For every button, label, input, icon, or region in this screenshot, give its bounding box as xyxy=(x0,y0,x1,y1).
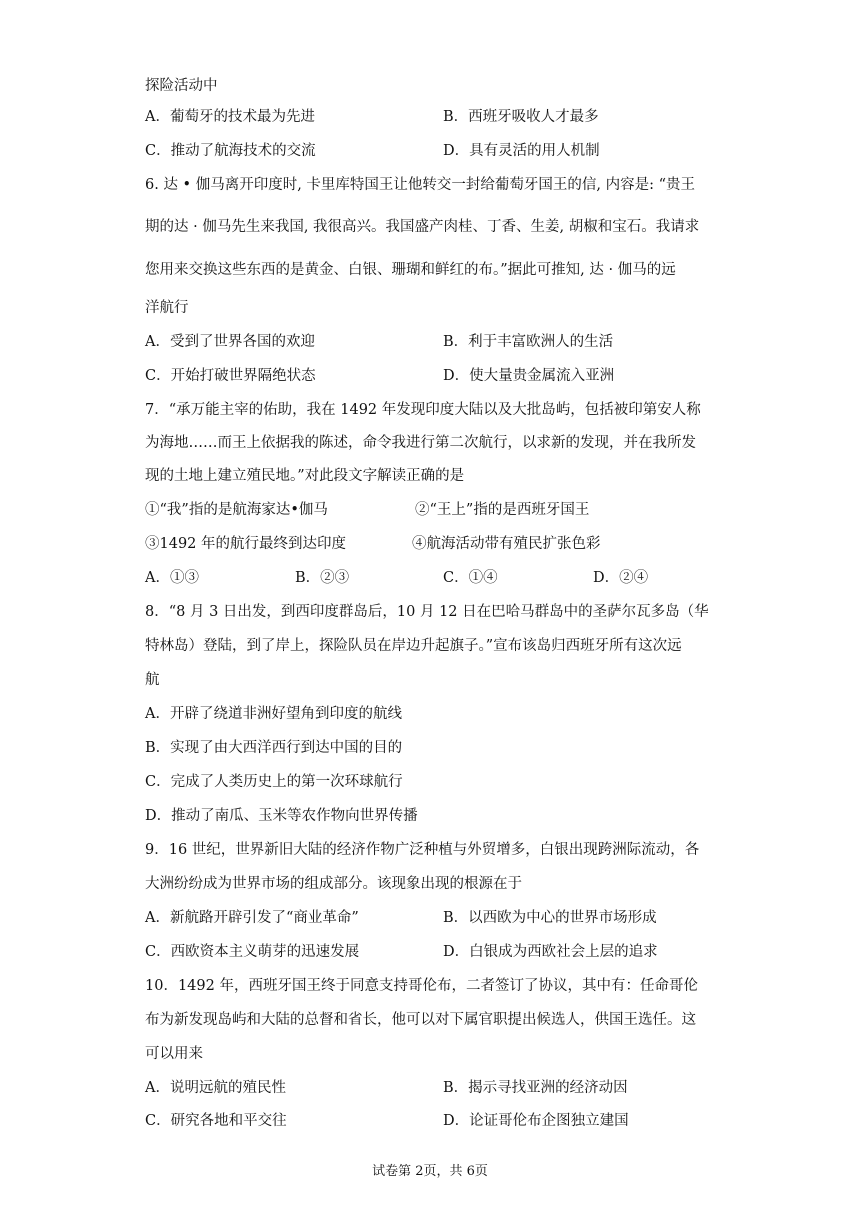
q9-stem-line-2: 大洲纷纷成为世界市场的组成部分。该现象出现的根源在于 xyxy=(145,876,522,892)
q5-option-a[interactable]: A．葡萄牙的技术最为先进 xyxy=(145,109,315,125)
q6-option-b[interactable]: B．利于丰富欧洲人的生活 xyxy=(443,334,614,350)
q7-stem-line-3: 现的土地上建立殖民地。”对此段文字解读正确的是 xyxy=(145,468,465,484)
q10-stem-line-1: 10．1492 年，西班牙国王终于同意支持哥伦布，二者签订了协议，其中有：任命哥伦 xyxy=(145,978,698,994)
q10-option-c[interactable]: C．研究各地和平交往 xyxy=(145,1113,287,1129)
q8-stem-line-2: 特林岛）登陆，到了岸上，探险队员在岸边升起旗子。”宣布该岛归西班牙所有这次远 xyxy=(145,638,682,654)
q10-option-b[interactable]: B．揭示寻找亚洲的经济动因 xyxy=(443,1080,628,1096)
q5-option-c[interactable]: C．推动了航海技术的交流 xyxy=(145,143,316,159)
q7-option-d[interactable]: D．②④ xyxy=(593,570,649,586)
q6-option-c[interactable]: C．开始打破世界隔绝状态 xyxy=(145,368,316,384)
q6-stem-line-2: 期的达 · 伽马先生来我国, 我很高兴。我国盛产肉桂、丁香、生姜, 胡椒和宝石。我请求 xyxy=(145,219,700,235)
q6-stem-line-1: 6. 达 • 伽马离开印度时, 卡里库特国王让他转交一封给葡萄牙国王的信, 内容是: “贵王 xyxy=(145,177,696,193)
q8-stem-line-3: 航 xyxy=(145,672,160,688)
q6-stem-line-4: 洋航行 xyxy=(145,300,189,316)
q9-option-c[interactable]: C．西欧资本主义萌芽的迅速发展 xyxy=(145,944,360,960)
q7-stem-line-1: 7．“承万能主宰的佑助，我在 1492 年发现印度大陆以及大批岛屿，包括被印第安人称 xyxy=(145,402,701,418)
q8-option-c[interactable]: C．完成了人类历史上的第一次环球航行 xyxy=(145,774,403,790)
q9-option-b[interactable]: B．以西欧为中心的世界市场形成 xyxy=(443,910,657,926)
q6-stem-line-3: 您用来交换这些东西的是黄金、白银、珊瑚和鲜红的布。”据此可推知, 达 · 伽马的远 xyxy=(145,262,676,278)
q7-statement-4: ④航海活动带有殖民扩张色彩 xyxy=(412,536,601,552)
q6-option-d[interactable]: D．使大量贵金属流入亚洲 xyxy=(443,368,615,384)
q7-statement-3: ③1492 年的航行最终到达印度 xyxy=(145,536,347,552)
q10-option-d[interactable]: D．论证哥伦布企图独立建国 xyxy=(443,1113,629,1129)
q10-stem-line-2: 布为新发现岛屿和大陆的总督和省长，他可以对下属官职提出候选人，供国王选任。这 xyxy=(145,1012,696,1028)
page-footer: 试卷第 2页，共 6页 xyxy=(372,1164,488,1179)
q10-stem-line-3: 可以用来 xyxy=(145,1046,203,1062)
q9-stem-line-1: 9．16 世纪，世界新旧大陆的经济作物广泛种植与外贸增多，白银出现跨洲际流动，各 xyxy=(145,842,700,858)
q8-option-b[interactable]: B．实现了由大西洋西行到达中国的目的 xyxy=(145,740,403,756)
q8-option-a[interactable]: A．开辟了绕道非洲好望角到印度的航线 xyxy=(145,706,402,722)
q8-stem-line-1: 8．“8 月 3 日出发，到西印度群岛后，10 月 12 日在巴哈马群岛中的圣萨尔瓦多岛（华 xyxy=(145,604,709,620)
q7-statement-1: ①“我”指的是航海家达•伽马 xyxy=(145,502,328,518)
q7-stem-line-2: 为海地……而王上依据我的陈述，命令我进行第二次航行，以求新的发现，并在我所发 xyxy=(145,435,696,451)
q8-option-d[interactable]: D．推动了南瓜、玉米等农作物向世界传播 xyxy=(145,808,418,824)
q6-option-a[interactable]: A．受到了世界各国的欢迎 xyxy=(145,334,315,350)
q7-statement-2: ②“王上”指的是西班牙国王 xyxy=(415,502,590,518)
q7-option-c[interactable]: C．①④ xyxy=(443,570,498,586)
q9-option-d[interactable]: D．白银成为西欧社会上层的追求 xyxy=(443,944,658,960)
q7-option-a[interactable]: A．①③ xyxy=(145,570,199,586)
q7-option-b[interactable]: B．②③ xyxy=(295,570,350,586)
q5-option-b[interactable]: B．西班牙吸收人才最多 xyxy=(443,109,599,125)
q9-option-a[interactable]: A．新航路开辟引发了“商业革命” xyxy=(145,910,359,926)
q5-option-d[interactable]: D．具有灵活的用人机制 xyxy=(443,143,600,159)
q10-option-a[interactable]: A．说明远航的殖民性 xyxy=(145,1080,286,1096)
q5-stem-tail: 探险活动中 xyxy=(145,78,218,94)
